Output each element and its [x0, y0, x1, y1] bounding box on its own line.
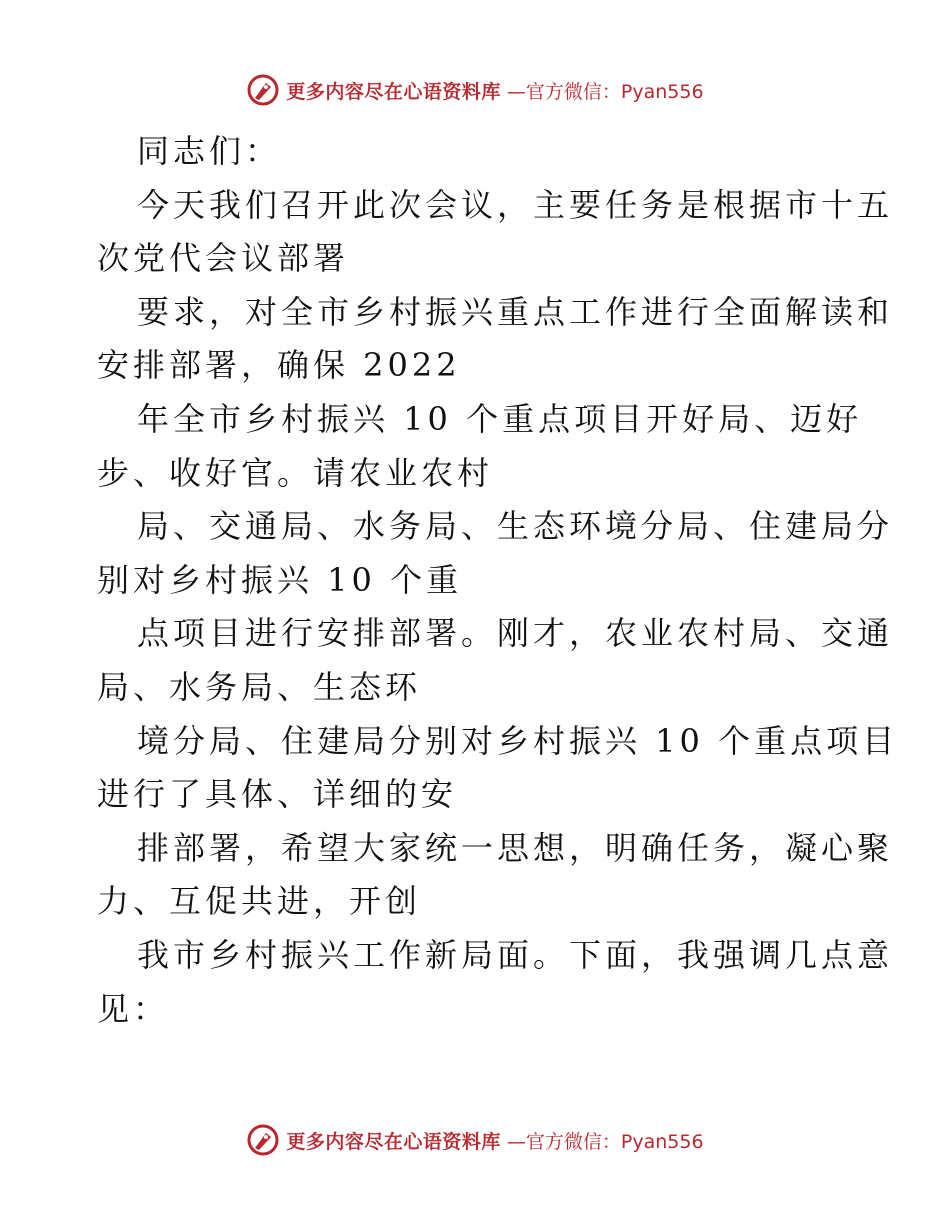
- paragraph-line: 力、互促共进，开创: [97, 882, 422, 921]
- paragraph-line: 步、收好官。请农业农村: [97, 453, 494, 492]
- pen-nib-logo-icon: [246, 73, 280, 107]
- paragraph-line: 年全市乡村振兴 10 个重点项目开好局、迈好: [137, 399, 863, 438]
- paragraph-line: 局、水务局、生态环: [97, 667, 422, 706]
- paragraph-line: 排部署，希望大家统一思想，明确任务，凝心聚: [137, 828, 894, 867]
- paragraph-line: 同志们：: [137, 132, 282, 170]
- watermark-contact-text: —官方微信：Pyan556: [506, 80, 704, 103]
- paragraph-line: 安排部署，确保 2022: [97, 346, 461, 385]
- paragraph-line: 局、交通局、水务局、生态环境分局、住建局分: [137, 507, 894, 546]
- paragraph-line: 进行了具体、详细的安: [97, 775, 458, 814]
- document-body: [97, 125, 899, 1036]
- footer-watermark: [0, 1120, 950, 1160]
- paragraph-line: 今天我们召开此次会议，主要任务是根据市十五: [137, 185, 894, 224]
- paragraph-line: 要求，对全市乡村振兴重点工作进行全面解读和: [137, 292, 894, 331]
- paragraph-line: 境分局、住建局分别对乡村振兴 10 个重点项目: [137, 721, 899, 760]
- header-watermark: [0, 70, 950, 110]
- watermark-main-text: 更多内容尽在心语资料库: [286, 80, 501, 103]
- pen-nib-logo-icon: [246, 1123, 280, 1157]
- paragraph-line: 见：: [97, 989, 170, 1028]
- paragraph-line: 次党代会议部署: [97, 239, 350, 278]
- paragraph-line: 别对乡村振兴 10 个重: [97, 560, 463, 599]
- paragraph-line: 我市乡村振兴工作新局面。下面，我强调几点意: [137, 935, 894, 974]
- watermark-main-text: 更多内容尽在心语资料库: [286, 1130, 501, 1153]
- watermark-contact-text: —官方微信：Pyan556: [506, 1130, 704, 1153]
- paragraph-line: 点项目进行安排部署。刚才，农业农村局、交通: [137, 614, 894, 653]
